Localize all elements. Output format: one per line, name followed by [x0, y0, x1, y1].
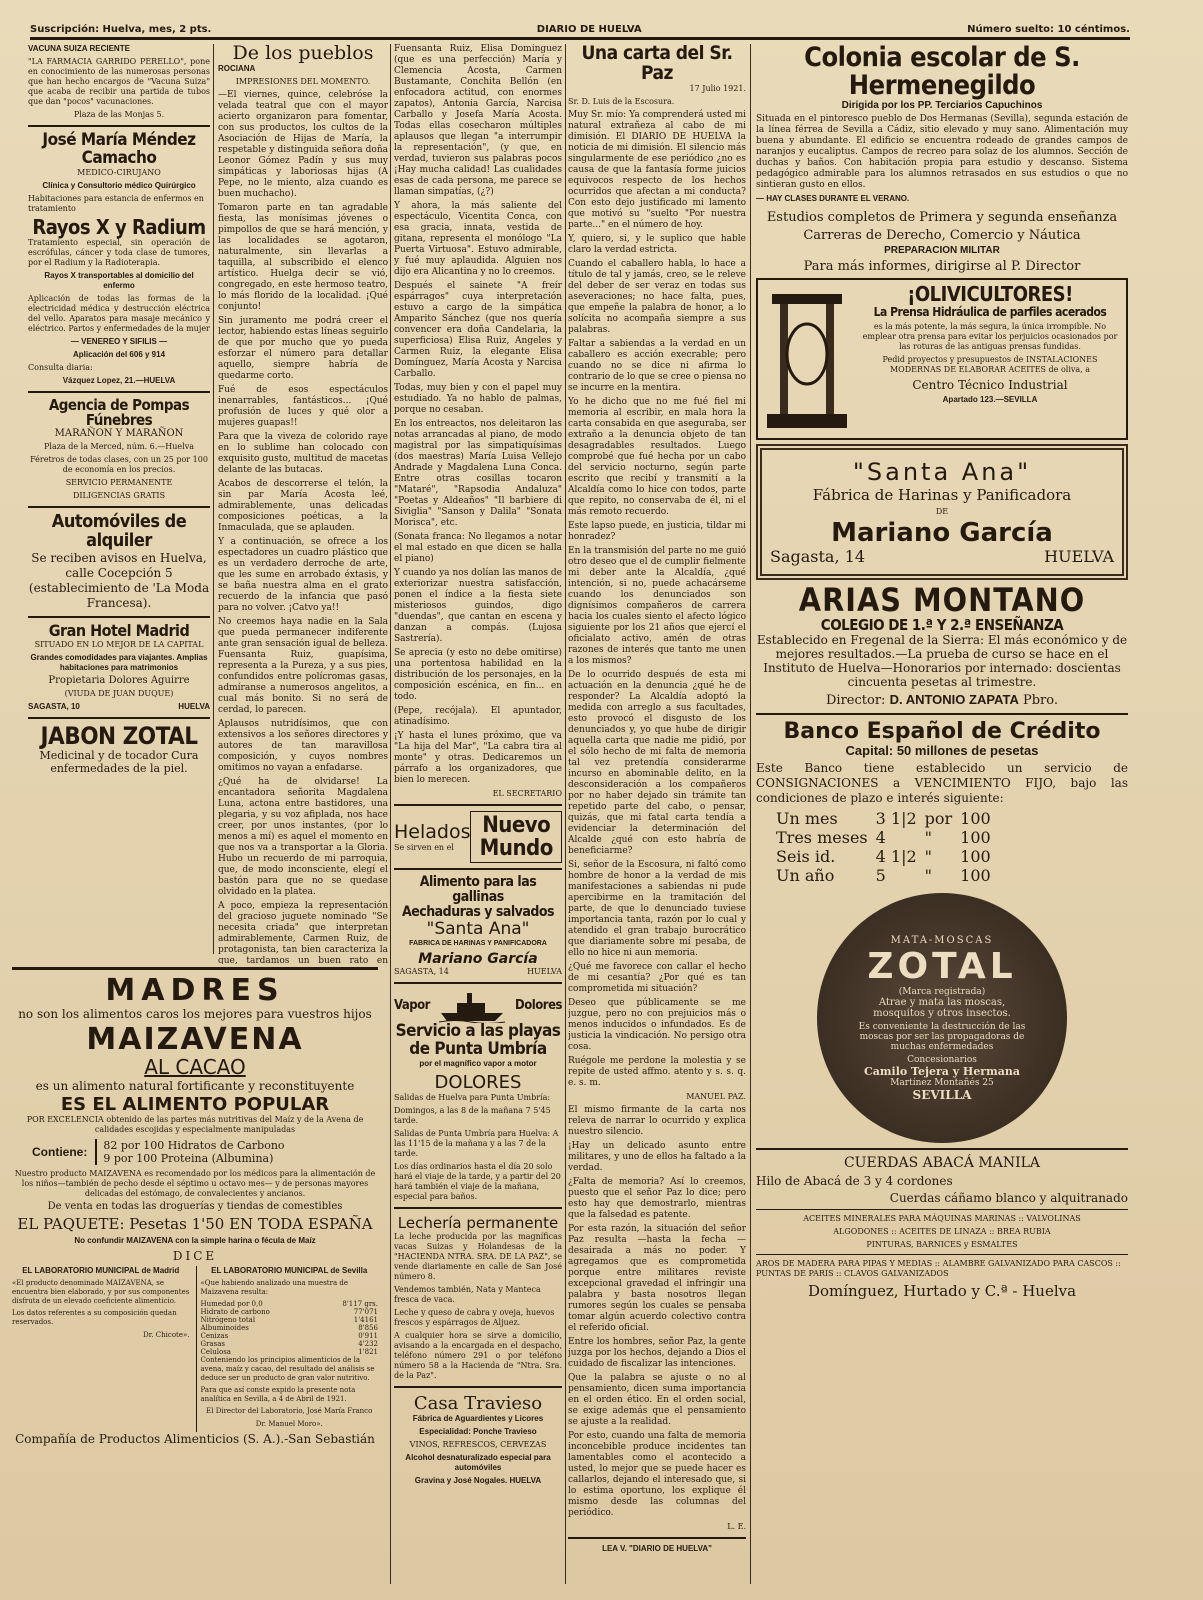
madres-line1: es un alimento natural fortificante y reconstituyente — [35, 1079, 355, 1093]
zotal-conc: Concesionarios — [907, 1054, 977, 1065]
arias-director-line — [756, 692, 1128, 708]
vacuna-title: VACUNA SUIZA RECIENTE — [28, 44, 130, 53]
carta-p10: ¿Qué me favorece con callar el hecho de mi cesantía? ¿Por qué es tan comprometida mi situación? — [568, 961, 746, 994]
rate-term: Un mes — [776, 809, 838, 829]
c3-p8: Se aprecia (y esto no debe omitirse) una portentosa habilidad en la distribución de los personajes, en la composición escénica, en fin... en todo. — [394, 648, 562, 702]
carta-sign2: L. E. — [727, 1521, 746, 1531]
olivi-text2: Pedid proyectos y presupuestos de INSTALACIONES MODERNAS DE ELABORAR ACEITES de oliva, a — [882, 354, 1098, 374]
pueblos-p2: Tomaron parte en tan agradable fiesta, las monísimas jóvenes o pimpollos de que se hará mención, y las localidades se agotaron, naturalmente, sin llevarlas a taquilla, al subscribido el elenco artístico. Huelga decir se vió, congregado, en este hermoso teatro, lo más florido de la localidad. ¡Qué conjunto! — [218, 202, 388, 312]
analysis-row — [201, 1332, 379, 1340]
lecheria-text4: A cualquier hora se sirve a domicilio, avisando a la encargada en el despacho, teléfono número 291 o por teléfono número 58 a la Hacienda de "Ntra. Sra. de la Paz". — [394, 1330, 562, 1380]
hotel-address-line — [28, 702, 210, 712]
pueblos-p5: Para que la viveza de colorido raye en lo sublime han colocado con exquisito gusto, multitud de macetas delante de las butacas. — [218, 431, 388, 475]
column-middle — [394, 44, 562, 1584]
olivi-address: Apartado 123.—SEVILLA — [942, 394, 1038, 404]
analysis-key: Albuminoides — [200, 1323, 249, 1332]
vapor-label: Vapor — [394, 998, 430, 1014]
preparacion: PREPARACION MILITAR — [884, 244, 1000, 256]
dolores-label: Dolores — [515, 998, 562, 1014]
hotel-address: SAGASTA, 10 — [28, 701, 80, 711]
aplicacion: Aplicación del 606 y 914 — [72, 349, 166, 359]
zotal-text1: Atrae y mata las moscas, mosquitos y otros insectos. — [873, 996, 1011, 1019]
maizavena-brand: MAIZAVENA — [86, 1021, 304, 1057]
rate-term: Un año — [776, 866, 835, 886]
arias-title: ARIAS MONTANO — [798, 580, 1086, 619]
pueblos-p11: A poco, empieza la representación del gracioso juguete nominado "Se necesita criada" que interpretan admirablemente, Carmen Ruiz, de protagonista, tan bien caracteriza la que, tardamos un buen rato en — [218, 900, 388, 964]
lab2-text3: Para que así conste expido la presente nota analítica en Sevilla, a 4 de Abril de 1921. — [200, 1385, 356, 1403]
c3-p4: Todas, muy bien y con el papel muy estudiado. Ya no hablo de palmas, porque no cesaban. — [394, 383, 562, 415]
madres-sub: no son los alimentos caros los mejores para vuestros hijos — [18, 1006, 372, 1021]
santa-ana-sagasta: Sagasta, 14 — [770, 546, 865, 566]
vacuna-address: Plaza de las Monjas 5. — [73, 110, 165, 119]
cuerdas-2: Cuerdas cáñamo blanco y alquitranado — [889, 1191, 1128, 1206]
rate-row — [776, 847, 999, 866]
arias-text: Establecido en Fregenal de la Sierra: El más económico y de mejores resultados.—La prueba de curso se hace en el Instituto de Huelva—Honorarios por internado: doscientas cincuenta pesetas al trimestre. — [756, 633, 1128, 690]
gallinas-huelva: HUELVA — [527, 966, 562, 976]
colonia-sub: Dirigida por los PP. Terciarios Capuchinos — [841, 99, 1043, 111]
doctor-name: José María Méndez Camacho — [42, 130, 196, 168]
jabon-title: JABON ZOTAL — [40, 721, 198, 750]
colonia-title: Colonia escolar de S. Hermenegildo — [804, 44, 1080, 102]
carta-p9: Si, señor de la Escosura, ni faltó como hombre de honor a la verdad de mis manifestaciones a sabiendas ni pude apercibirme en la tramitación del parte, de que lo denunciado tuviese importancia tanta, razón por lo cual y atendido el gran trabajo burocrático que diariamente sobre mí pesaba, de ello no hice ni aun memoria. — [568, 859, 746, 958]
lab-madrid — [12, 1266, 190, 1432]
servicio-title: Servicio a las playas de Punta Umbría — [395, 1020, 561, 1059]
column-pueblos — [218, 44, 388, 964]
column-ads-right — [756, 44, 1128, 1584]
helados-title: Helados — [394, 821, 471, 844]
madres-excelencia: POR EXCELENCIA obtenido de las partes más nutritivas del Maíz y de la Avena de calidades escojidas y especialmente manipuladas — [26, 1114, 364, 1134]
salidas1: Salidas de Huelva para Punta Umbría: — [394, 1092, 551, 1102]
cuerdas-title: CUERDAS ABACÁ MANILA — [843, 1155, 1041, 1172]
nuevo-mundo: Nuevo Mundo — [470, 811, 562, 863]
rate-rate: 4 — [875, 828, 886, 848]
carta-salutation: Sr. D. Luis de la Escosura. — [568, 96, 675, 106]
analysis-value: 77'071 — [353, 1307, 378, 1316]
salidas2: Salidas de Punta Umbría para Huelva: A las 11'15 de la mañana y a las 7 de la tarde. — [394, 1128, 559, 1158]
al-cacao: AL CACAO — [144, 1055, 246, 1079]
contiene-2: 9 por 100 Proteina (Albumina) — [103, 1151, 274, 1165]
casa-2: Especialidad: Ponche Travieso — [419, 1426, 537, 1436]
analysis-row — [201, 1348, 379, 1356]
rate-rate: 5 — [875, 866, 886, 886]
analysis-row — [201, 1316, 379, 1324]
c3-p1: Fuensanta Ruiz, Elisa Domínguez (que es una perfección) María y Clemencia Acosta, Carmen Bustamante, Conchita Bellón (en enfocadora actitud, con enormes zapatos), Antonia García, Narcisa Carballo y Josefa María Acosta. Todas ellas cosecharon múltiples aplausos que llegan "a interrumpir la representación", (y que, en verdad, tuvieron sus palabras pocos ¡Hay mucha calidad! Las cualidades esas de cada persona, me parece se llaman simpatías, (¿?) — [394, 44, 562, 197]
banco-capital: Capital: 50 millones de pesetas — [845, 743, 1039, 759]
helados-sub: Se sirven en el — [394, 843, 454, 853]
lab1-sign: Dr. Chicote». — [143, 1330, 190, 1339]
lab1-text: «El producto denominado MAIZAVENA, se encuentra bien elaborado, y por sus componentes disfruta de un elevado coeficiente alimenticio. — [12, 1278, 190, 1305]
carta-p19: Por esto, cuando una falta de memoria inconcebible produce incidentes tan lamentables como el acontecido a usted, lo mejor que se puede hacer es callarlos, dejando el interesado que, si lo estima oportuno, los explique él mismo desde las columnas del periódico. — [568, 1430, 746, 1518]
lab1-text2: Los datos referentes a su composición quedan reservados. — [12, 1308, 177, 1326]
arias-director-name: D. ANTONIO ZAPATA — [889, 692, 1019, 708]
header-rule — [30, 37, 1130, 40]
carta-sign: MANUEL PAZ. — [686, 1091, 746, 1101]
rayos-text: Tratamiento especial, sin operación de escrófulas, cáncer y toda clase de tumores, por el Radium y la Radioterapia. — [28, 237, 210, 267]
doctor-role: MEDICO-CIRUJANO — [77, 167, 161, 177]
olivi-sub: La Prensa Hidráulica de parfiles acerados — [873, 304, 1107, 319]
gallinas-sagasta: SAGASTA, 14 — [394, 966, 449, 976]
issue-price: Número suelto: 10 céntimos. — [967, 24, 1130, 35]
casa-1: Fábrica de Aguardientes y Licores — [412, 1413, 544, 1423]
algodones: ALGODONES :: ACEITES DE LINAZA :: BREA RUBIA — [833, 1227, 1051, 1237]
pueblos-p6: Acabos de descorrerse el telón, la sin par María Acosta leé, admirablemente, unas delicadas composiciones poéticas, a la Inmaculada, que se aplauden. — [218, 478, 388, 533]
consulta-address: Vázquez Lopez, 21.—HUELVA — [62, 375, 176, 385]
pompas-text: Féretros de todas clases, con un 25 por 100 de economía en los precios. — [30, 455, 208, 475]
arias-director-label: Director: — [826, 693, 886, 709]
rate-per: " — [924, 866, 932, 886]
dolores-title: DOLORES — [434, 1071, 522, 1093]
analysis-key: Celulosa — [200, 1347, 231, 1356]
olivi-text: es la más potente, la más segura, la única irrompible. No emplear otra prensa para evitar los perjuicios ocasionados por las roturas de las antiguas prensas fundidas. — [862, 321, 1118, 351]
lab2-title: EL LABORATORIO MUNICIPAL de Sevilla — [211, 1265, 368, 1275]
zotal-name: ZOTAL — [867, 945, 1017, 987]
rate-per: " — [924, 847, 932, 867]
analysis-list — [201, 1300, 379, 1356]
pueblos-title: De los pueblos — [232, 44, 374, 64]
santa-ana-title: "Santa Ana" — [852, 457, 1032, 486]
zotal-names: Camilo Tejera y Hermana — [864, 1064, 1020, 1078]
cuerdas-1: Hilo de Abacá de 3 y 4 cordones — [756, 1174, 953, 1189]
contiene-1: 82 por 100 Hidratos de Carbono — [103, 1138, 285, 1152]
casa-3: VINOS, REFRESCOS, CERVEZAS — [409, 1439, 547, 1449]
helados-ad — [394, 811, 562, 863]
lab2-text: «Que habiendo analizado una muestra de Maizavena resulta: — [200, 1278, 348, 1296]
rayos-title: Rayos X y Radium — [32, 214, 206, 239]
rate-base: 100 — [960, 866, 991, 886]
rate-row — [776, 809, 999, 828]
c3-p7: Y cuando ya nos dolían las manos de exteriorizar nuestra satisfacción, ponen el índice a la fiesta siete misteriosos guindos, digo "duendas", que cantan en escena y danzan a compás. (Lujosa Sastrería). — [394, 568, 562, 644]
arias-colegio: COLEGIO DE 1.ª Y 2.ª ENSEÑANZA — [820, 615, 1064, 634]
carta-p2: Y, quiero, si, y le suplico que hable claro la verdad estricta. — [568, 233, 746, 255]
carta-p18: Que la palabra se ajuste o no al pensamiento, dicen suma importancia en el orden ético. En el orden social, se exige además que el pensamiento se ajuste a la realidad. — [568, 1372, 746, 1427]
pompas-service2: DILIGENCIAS GRATIS — [72, 491, 166, 501]
estudios: Estudios completos de Primera y segunda enseñanza — [766, 209, 1118, 225]
zotal-seal — [817, 893, 1067, 1143]
maizavena-ad — [12, 962, 378, 1562]
vacuna-text: "LA FARMACIA GARRIDO PERELLO", pone en conocimiento de las numerosas personas que han hecho encargos de "Vacuna Suiza" que acaba de recibir una partida de tubos que dan "pocos" vacunaciones. — [28, 57, 210, 106]
lecheria-text: La leche producida por las magníficas vacas Suizas y Holandesas de la "HACIENDA NTRA. SRA. DE LA PAZ", se vende diariamente en calle de San José número 8. — [394, 1231, 562, 1281]
gallinas-address-line — [394, 967, 562, 977]
casa-5: Gravina y José Nogales. HUELVA — [414, 1475, 542, 1485]
c3-p2: Y ahora, la más saliente del espectáculo, Vicentita Conca, con esa gracia, innata, vestida de gitana, representa el monólogo "La Puerta Virtuosa". Estuvo admirable, y fué muy aplaudida. Alguien nos dijo era Alicantina y no lo creemos. — [394, 201, 562, 277]
olivicultores-ad — [756, 278, 1128, 440]
lecheria-text3: Leche y queso de cabra y oveja, huevos frescos y espárragos de Aljuez. — [394, 1307, 555, 1327]
c3-p10: ¡Y hasta el lunes próximo, que va "La hija del Mar", "La cabra tira al monte" y otras. Dedicaremos un párrafo a los organizadores, que bien lo merecen. — [394, 731, 562, 785]
analysis-key: Nitrógeno total — [200, 1315, 256, 1324]
informes: Para más informes, dirigirse al P. Director — [803, 258, 1081, 274]
zotal-seal-wrapper — [756, 893, 1128, 1143]
arias-director-pbro: Pbro. — [1022, 693, 1058, 709]
carta-title: Una carta del Sr. Paz — [581, 44, 733, 84]
zotal-text2: Es conveniente la destrucción de las moscas por ser las propagadoras de muchas enfermedades — [858, 1021, 1026, 1052]
pueblos-p4: Fué de esos espectáculos inenarrables, fantásticos... ¡Qué profusión de luces y qué olor a mujeres guapas!! — [218, 384, 388, 428]
madres-popular: ES EL ALIMENTO POPULAR — [60, 1094, 330, 1115]
analysis-row — [201, 1300, 379, 1308]
pueblos-p1: —El viernes, quince, celebróse la velada teatral que con el mayor acierto organizaron para fomentar, con sus productos, los cultos de la Asociación de Hijas de María, la respetable y distinguida señora doña Leonor Gómez Padín y sus muy simpáticas y laboriosas hijas (A Pepe, no le miento, alza cuando es buen muchacho). — [218, 89, 388, 199]
carta-p11: Deseo que públicamente se me juzgue, pero no con prejuicios más o menos inducidos o infundados. Es de justicia la vindicación. No persigo otra cosa. — [568, 997, 746, 1052]
carta-p16: Por esta razón, la situación del señor Paz resulta —hasta la fecha — desairada a más no poder. Y agregamos que es comprometida porque entre militares reviste excepcional gravedad el infringir una palabra y basta nosotros llegan rumores según los cuales se pensaba tomar algún acuerdo colectivo contra el referido oficial. — [568, 1223, 746, 1333]
c3-p5: En los entreactos, nos deleitaron las notas arrancadas al piano, de modo magistral por las simpatiquísimas (dos maestras) María Luisa Vellejo Andrade y Magdalena Luna Conca. Entre otras cosillas tocaron "Mataré", "Rapsodia Andaluza" "Poetas y Aldeaños" "Il barbiere di Siviglia" "Sanson y Dalila" "Sonata Morisca", etc. — [394, 419, 562, 528]
analysis-row — [201, 1308, 379, 1316]
banco-rates-table — [776, 809, 999, 885]
rate-term: Tres meses — [776, 828, 868, 848]
carta-p8: De lo ocurrido después de esta mi actuación en la denuncia ¿qué he de responder? La Alcaldía adoptó la medida con arreglo a sus facultades, esto provocó el disgusto de los denunciados y, yo que hube de dirigir aquella carta que nadie me pidió, por el sólo hecho de mi falta de memoria tal vez pretendía considerarme incurso en abominable delito, en la desconsideración a los compañeros por no haber dejado sin trámite tan repetido parte del cabo, o pensar, quizás, que mi fatal carta tendía a evidenciar la determinación del Alcalde ¿qué con esto habría de beneficiarme? — [568, 669, 746, 856]
hydraulic-press-icon — [762, 284, 852, 434]
analysis-value: 8'856 — [358, 1323, 378, 1332]
c3-p6: (Sonata franca: No llegamos a notar el mal estado en que dicen se halla el piano) — [394, 532, 562, 564]
gallinas-santa-ana: "Santa Ana" — [426, 919, 530, 940]
casa-4: Alcohol desnaturalizado especial para automóviles — [405, 1452, 551, 1472]
analysis-value: 4'232 — [358, 1339, 378, 1348]
column-divider — [390, 44, 391, 1584]
newspaper-name: DIARIO DE HUELVA — [536, 24, 642, 35]
madres-contiene — [32, 1139, 358, 1165]
rate-row — [776, 828, 999, 847]
olivi-title: ¡OLIVICULTORES! — [907, 281, 1073, 306]
carta-p17: Entre los hombres, señor Paz, la gente juzga por los hechos, dejando a Dios el cuidado de fiscalizar las intenciones. — [568, 1336, 746, 1369]
column-carta — [568, 44, 746, 1584]
madres-title: MADRES — [105, 973, 285, 1008]
olivi-centro: Centro Técnico Industrial — [912, 377, 1068, 392]
contiene-label: Contiene: — [32, 1144, 88, 1159]
zotal-reg: (Marca registrada) — [898, 986, 986, 997]
madres-compania: Compañía de Productos Alimenticios (S. A.).-San Sebastián — [15, 1431, 375, 1446]
rate-base: 100 — [960, 847, 991, 867]
aros: AROS DE MADERA PARA PIPAS Y MEDIAS :: ALAMBRE GALVANIZADO PARA CASCOS :: PUNTAS DE PARIS :: CLAVOS GALVANIZADOS — [756, 1259, 1121, 1279]
rayos-bold: Rayos X transportables al domicilio del enfermo — [44, 270, 194, 290]
hotel-owner2: (VIUDA DE JUAN DUQUE) — [64, 688, 174, 698]
vapor-header — [394, 989, 562, 1023]
lecheria-title: Lechería permanente — [397, 1213, 559, 1232]
carta-p3: Cuando el caballero habla, lo hace a título de tal y jamás, creo, se le releve del deber de ser veraz en todas sus aseveraciones; no hace falta, pues, que empeñe la palabra de honor, a lo solícita no acompaña siempre a sus palabras. — [568, 258, 746, 335]
rate-row — [776, 866, 999, 885]
venereo: — VENEREO Y SIFILIS — — [70, 336, 168, 346]
carta-p4: Faltar a sabiendas a la verdad en un caballero es acción execrable; pero cuando no se dice ni afirma lo contrario de lo que se cree o piensa no se incurre en la mentira. — [568, 338, 746, 393]
analysis-key: Hidrato de carbono — [200, 1307, 270, 1316]
santa-ana-huelva: HUELVA — [1044, 546, 1114, 566]
hotel-text: Grandes comodidades para viajantes. Amplias habitaciones para matrimonios — [30, 652, 208, 672]
gallinas-mariano: Mariano García — [418, 951, 538, 968]
column-divider — [750, 44, 751, 1584]
zotal-city: SEVILLA — [912, 1087, 972, 1102]
carta-date: 17 Julio 1921. — [689, 83, 746, 93]
c3-p3: Después el sainete "A freír espárragos" cuya interpretación estuvo a cargo de la simpática Amparito Sánchez (que nos quería convencer era doña Candelaria, la superficiosa) Elisa Ruiz, Angeles y Carmen Ruiz, la elegante Elisa Domínguez, María Acosta y Narcisa Carballo. — [394, 281, 562, 379]
subscription-price: Suscripción: Huelva, mes, 2 pts. — [30, 24, 212, 35]
pueblos-p10: ¿Qué ha de olvidarse! La encantadora señorita Magdalena Luna, actona entre bastidores, una plegaria, y su voz afiplada, nos hace creer, por unos instantes, (por lo menos a mí) es aquel el momento en que nos va a transportar a la Gloria. Hubo un recuerdo de mi parroquia, que, de modo inconsciente, elegí el bastón para que no se quedase olvidado en la platea. — [218, 776, 388, 897]
analysis-row — [201, 1324, 379, 1332]
analysis-value: 0'911 — [358, 1331, 378, 1340]
carta-p7: En la transmisión del parte no me guió otro deseo que el de cumplir fielmente mi deber ante la Alcaldía, ¿qué intención, si no, puede achacárseme cuando los denunciados son dignísimos compañeros de carrera hacia los cuales siento el afecto lógico siguiente por los 21 años que ejercí el oficialato activo, amén de otras razones de interés que tanto me unen a los mismos? — [568, 545, 746, 666]
pueblos-p7: Y a continuación, se ofrece a los espectadores un cuadro plástico que es un verdadero derroche de arte, que les sume en arrobado éxtasis, y se baña nuestra alma en el grato recuerdo de la infancia que pasó para no volver. ¡Catvo ya!! — [218, 536, 388, 613]
laboratorios — [12, 1266, 378, 1432]
madres-dice: DICE — [172, 1248, 218, 1263]
aceites: ACEITES MINERALES PARA MÁQUINAS MARINAS :: VALVOLINAS — [803, 1214, 1081, 1224]
masthead-strip — [30, 24, 1130, 36]
pompas-address: Plaza de la Merced, núm. 6.—Huelva — [44, 442, 194, 452]
hotel-owner: Propietaria Dolores Aguirre — [48, 674, 190, 686]
madres-paquete: EL PAQUETE: Pesetas 1'50 EN TODA ESPAÑA — [17, 1214, 373, 1233]
carta-p6: Este lapso puede, en justicia, tildar mi honradez? — [568, 520, 746, 542]
rate-rate: 3 1|2 — [875, 809, 917, 829]
colonia-hay: — HAY CLASES DURANTE EL VERANO. — [756, 193, 910, 203]
ordinarios: Los días ordinarios hasta el día 20 solo hará el viaje de la tarde, y a partir del 20 hará también el viaje de la mañana, especial para baños. — [394, 1161, 561, 1201]
madres-no-confundir: No confundir MAIZAVENA con la simple harina o fécula de Maíz — [74, 1235, 316, 1245]
carreras: Carreras de Derecho, Comercio y Náutica — [803, 227, 1081, 243]
pueblos-sub: IMPRESIONES DEL MOMENTO. — [235, 76, 371, 86]
steamship-icon — [437, 989, 507, 1023]
rate-base: 100 — [960, 828, 991, 848]
column-ads-left — [28, 44, 210, 964]
lea-diario: LEA V. "DIARIO DE HUELVA" — [602, 1543, 712, 1553]
banco-text: Este Banco tiene establecido un servicio de CONSIGNACIONES a VENCIMIENTO FIJO, bajo las condiciones de plazo e interés siguiente: — [756, 761, 1128, 806]
pompas-title: Agencia de Pompas Fúnebres — [48, 395, 190, 430]
c3-sign: EL SECRETARIO — [492, 789, 562, 798]
pueblos-p9: Aplausos nutridísimos, que con extensivos a los señores directores y autores de tan maravillosa composición, y cuyos nombres omitimos no vayan a enfadarse. — [218, 718, 388, 773]
analysis-value: 1'821 — [358, 1347, 378, 1356]
gallinas-title: Alimento para las gallinas — [419, 874, 537, 905]
madres-nuestro: Nuestro producto MAIZAVENA es recomendado por los médicos para la alimentación de los niños—también de pecho desde el séptimo u octavo mes— y de personas mayores delicadas del estómago, de convalecientes y ancianos. — [14, 1168, 376, 1198]
analysis-key: Grasas — [200, 1339, 225, 1348]
zotal-addr: Martínez Montañés 25 — [890, 1077, 994, 1088]
analysis-key: Cenizas — [200, 1331, 229, 1340]
lab2-text2: Conteniendo los principios alimenticios de la avena, maíz y cacao, del resultado del análisis se deduce ser un producto de gran valor nutritivo. — [200, 1355, 375, 1382]
carta-p14: ¡Hay un delicado asunto entre militares, y uno de ellos ha faltado a la verdad. — [568, 1140, 746, 1173]
analysis-row — [201, 1340, 379, 1348]
jabon-text: Medicinal y de tocador Cura enfermedades de la piel. — [39, 748, 199, 775]
pompas-names: MARAÑON Y MARAÑON — [54, 428, 184, 440]
carta-p5: Yo he dicho que no me fué fiel mi memoria al escribir, en mala hora la carta consabida en que aseguraba, ser extraño a la denuncia objeto de tan desagradables resultados. Luego comprobé que fué hecha por un cabo del servicio nocturno, según parte escrito que recibí y transmití a la Alcaldía como lo hice con todos, parte que repito, no conservaba de él, ni el más remoto recuerdo. — [568, 396, 746, 517]
santa-ana-ad — [756, 444, 1128, 580]
madres-venta: De venta en todas las droguerías y tiendas de comestibles — [47, 1200, 343, 1212]
analysis-value: 8'117 grs. — [342, 1299, 378, 1308]
consulta-label: Consulta diaria: — [28, 362, 93, 372]
dominguez: Domínguez, Hurtado y C.ª - Huelva — [807, 1282, 1077, 1301]
c3-p9: (Pepe, recójala). El apuntador, atinadísimo. — [394, 706, 562, 727]
gallinas-fabrica: FABRICA DE HARINAS Y PANIFICADORA — [409, 940, 547, 948]
rate-per: " — [924, 828, 932, 848]
auto-title: Automóviles de alquiler — [51, 511, 187, 552]
lab1-title: EL LABORATORIO MUNICIPAL de Madrid — [22, 1265, 180, 1275]
clinic-title: Clínica y Consultorio médico Quirúrgico — [42, 180, 196, 190]
column-divider — [213, 44, 214, 954]
santa-ana-address-line — [770, 547, 1114, 566]
gallinas-sub: Aechaduras y salvados — [401, 903, 555, 920]
auto-text: Se reciben avisos en Huelva, calle Cocepción 5 (establecimiento de 'La Moda Francesa). — [28, 550, 210, 610]
analysis-key: Humedad por 0,0 — [200, 1299, 263, 1308]
column-divider — [565, 44, 566, 1584]
carta-p1: Muy Sr. mío: Ya comprenderá usted mi natural extrañeza al cabo de mi dimisión. El DIARIO DE HUELVA la noticia de mi dimisión. El silencio más singularmente de ese periódico ¿no es causa de que la fantasía forme juicios equivocos respecto de los hechos ocurridos que afectan a mi conducta? Con esto dejo justificado mi lamento que motivó su "suelto "Por nuestra parte..." en el número de hoy. — [568, 109, 746, 230]
hotel-city: HUELVA — [178, 701, 210, 711]
lab2-sign2: Dr. Manuel Moro». — [255, 1419, 323, 1428]
lab-sevilla — [196, 1266, 379, 1432]
pompas-service: SERVICIO PERMANENTE — [65, 478, 173, 488]
zotal-top: MATA-MOSCAS — [890, 934, 994, 946]
carta-p12: Ruégole me perdone la molestia y se repite de usted affmo. atento y s. s. q. e. s. m. — [568, 1055, 746, 1088]
pinturas: PINTURAS, BARNICES y ESMALTES — [866, 1240, 1018, 1250]
rate-per: por — [924, 809, 953, 829]
carta-p13: El mismo firmante de la carta nos releva de narrar lo ocurrido y explica nuestro silencio. — [568, 1104, 746, 1137]
lab2-sign: El Director del Laboratorio, José María Franco — [206, 1406, 373, 1415]
banco-title: Banco Español de Crédito — [783, 719, 1101, 745]
rate-base: 100 — [960, 809, 991, 829]
clinic-text: Habitaciones para estancia de enfermos en tratamiento — [28, 193, 204, 213]
santa-ana-fabrica: Fábrica de Harinas y Panificadora — [812, 485, 1072, 504]
pueblos-p8: No creemos haya nadie en la Sala que pueda permanecer indiferente ante gran sensación igual de belleza. Fuensanta Ruiz, guapísima, representa a la Pureza, y a sus pies, confundidos entre polícromas gasas, admíranse a numerosos angelitos, a cual más bonito. Si no será de cerdad, lo parecen. — [218, 616, 388, 715]
servicio-por: por el magnífico vapor a motor — [419, 1058, 537, 1068]
pueblos-place: ROCIANA — [218, 63, 256, 73]
domingos: Domingos, a las 8 de la mañana 7 5'45 tarde. — [394, 1105, 551, 1125]
santa-ana-mariano: Mariano García — [831, 517, 1053, 548]
lecheria-text2: Vendemos también, Nata y Manteca fresca de vaca. — [394, 1284, 541, 1304]
colonia-text: Situada en el pintoresco pueblo de Dos Hermanas (Sevilla), segunda estación de la línea férrea de Sevilla a Cádiz, sitio elevado y muy sano. Alimentación muy buena y abundante. El edificio se encuentra rodeado de grandes campos de naranjos y eucaliptus. Campos de recreo para solaz de los alumnos. Sección de duchas y baños. Con habitación propia para estudio y descanso. Sistema pedagógico admirable para los alumnos retrasados en sus estudios o que no sintieran gusto en ellos. — [756, 113, 1128, 190]
rate-rate: 4 1|2 — [875, 847, 917, 867]
santa-ana-de: DE — [935, 506, 949, 516]
hotel-title: Gran Hotel Madrid — [48, 620, 190, 640]
pueblos-p3: Sin juramento me podrá creer el lector, habiendo estas líneas seguirlo de que por mucho que yo pueda esforzar el número para detallar aquello, siempre habría de quedarme corto. — [218, 315, 388, 381]
casa-title: Casa Travieso — [413, 1392, 543, 1414]
hotel-sub: SITUADO EN LO MEJOR DE LA CAPITAL — [34, 639, 204, 649]
carta-p15: ¿Falta de memoria? Así lo creemos, puesto que el señor Paz lo dice; pero esto hay que demostrarlo, mientras que la falsedad es patente. — [568, 1176, 746, 1220]
analysis-value: 1'4161 — [353, 1315, 378, 1324]
rate-term: Seis id. — [776, 847, 836, 867]
rayos-text2: Aplicación de todas las formas de la electricidad médica y destrucción eléctrica del vello. Aparatos para masaje mecánico y eléctrico. Partos y enfermedades de la mujer — [28, 293, 210, 333]
